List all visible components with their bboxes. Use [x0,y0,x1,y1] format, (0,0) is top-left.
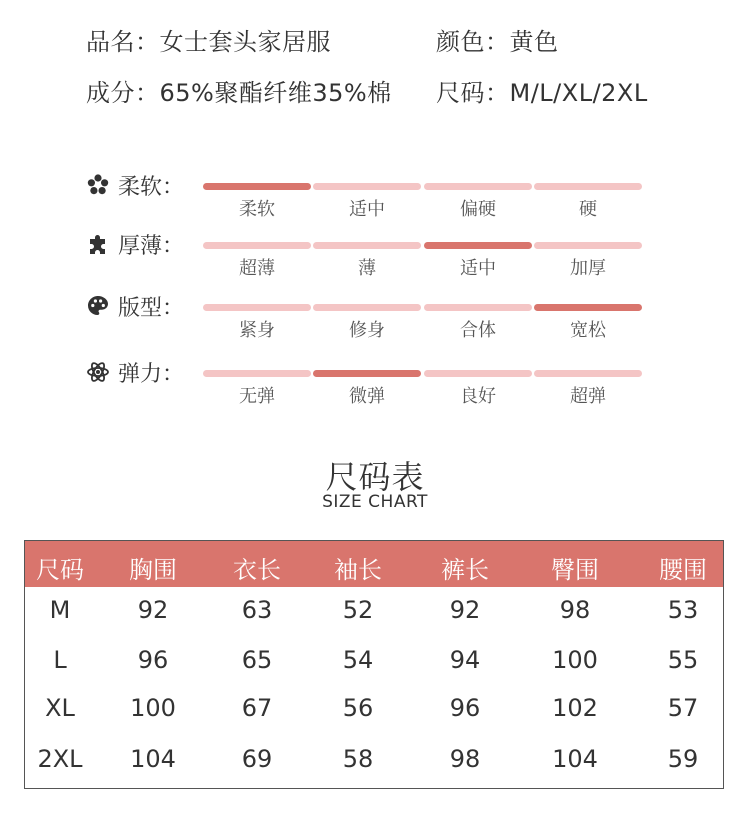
scale-bar [313,242,421,249]
attribute-option [534,370,642,408]
attribute-option [424,370,532,408]
measurement-cell: 55 [667,646,699,674]
measurement-cell: 58 [342,745,374,773]
measurement-cell: 67 [241,694,273,722]
attribute-row [86,232,656,280]
measurement-cell: 92 [449,596,481,624]
attribute-option-label: 合体 [460,320,496,341]
scale-bar [534,370,642,377]
scale-bar [203,304,311,311]
measurement-cell: 69 [241,745,273,773]
flower-icon [86,173,110,197]
product-color-value: 黄色 [509,28,559,56]
attribute-option [313,242,421,280]
measurement-cell: 98 [449,745,481,773]
product-color [436,22,559,57]
size-cell: M [49,596,71,624]
attribute-option-label: 超弹 [570,386,606,407]
attribute-option [203,370,311,408]
attribute-row [86,173,656,221]
attribute-option-label: 薄 [358,258,376,279]
palette-icon [86,294,110,318]
size-chart-title: 尺码表 [325,458,425,496]
measurement-cell: 100 [552,646,598,674]
measurement-cell: 104 [130,745,176,773]
attribute-row [86,360,656,408]
scale-bar [534,242,642,249]
scale-bar [424,183,532,190]
product-name-value: 女士套头家居服 [159,28,331,56]
attribute-option-label: 加厚 [570,258,606,279]
product-size [436,73,648,108]
measurement-cell: 100 [130,694,176,722]
attribute-label: 版型： [118,296,185,321]
scale-bar [203,370,311,377]
scale-bar [203,242,311,249]
column-header: 裤长 [441,556,489,584]
attribute-option [424,242,532,280]
attribute-option-label: 无弹 [239,386,275,407]
attribute-option [424,304,532,342]
attribute-label: 厚薄： [118,234,185,259]
size-cell: 2XL [37,745,83,773]
column-header: 胸围 [129,556,177,584]
scale-bar [424,370,532,377]
attribute-option-label: 适中 [349,199,385,220]
puzzle-icon [86,232,110,256]
measurement-cell: 94 [449,646,481,674]
product-name [86,22,331,57]
attribute-option-label: 硬 [579,199,597,220]
measurement-cell: 54 [342,646,374,674]
attribute-option-label: 适中 [460,258,496,279]
column-header: 腰围 [659,556,707,584]
attribute-option-label: 紧身 [239,320,275,341]
size-table [24,540,724,789]
measurement-cell: 52 [342,596,374,624]
attribute-option-label: 修身 [349,320,385,341]
measurement-cell: 104 [552,745,598,773]
scale-bar [424,304,532,311]
attribute-option [313,304,421,342]
measurement-cell: 59 [667,745,699,773]
size-chart-subtitle: SIZE CHART [322,492,428,512]
attribute-option-label: 偏硬 [460,199,496,220]
column-header: 袖长 [334,556,382,584]
attribute-option [313,183,421,221]
attribute-row [86,294,656,342]
measurement-cell: 98 [559,596,591,624]
attribute-option-label: 宽松 [570,320,606,341]
scale-bar-selected [203,183,311,190]
attribute-option-label: 超薄 [239,258,275,279]
attribute-option-label: 柔软 [239,199,275,220]
measurement-cell: 53 [667,596,699,624]
scale-bar [313,183,421,190]
measurement-cell: 102 [552,694,598,722]
product-material-value: 65%聚酯纤维35%棉 [159,79,392,107]
attribute-label: 柔软： [118,175,185,200]
product-color-label: 颜色： [436,28,510,56]
measurement-cell: 65 [241,646,273,674]
scale-bar [534,183,642,190]
column-header: 衣长 [233,556,281,584]
product-size-label: 尺码： [436,79,510,107]
scale-bar-selected [313,370,421,377]
attribute-option [534,183,642,221]
attribute-option [203,183,311,221]
size-cell: XL [45,694,75,722]
attribute-option [424,183,532,221]
measurement-cell: 96 [137,646,169,674]
scale-bar [313,304,421,311]
measurement-cell: 57 [667,694,699,722]
atom-icon [86,360,110,384]
product-size-value: M/L/XL/2XL [509,79,648,107]
measurement-cell: 56 [342,694,374,722]
attribute-option [534,242,642,280]
scale-bar-selected [424,242,532,249]
attribute-option [534,304,642,342]
column-header: 臀围 [551,556,599,584]
size-table-header [25,541,723,587]
measurement-cell: 63 [241,596,273,624]
attribute-label: 弹力： [118,362,185,387]
column-header: 尺码 [36,556,84,584]
attribute-option [313,370,421,408]
measurement-cell: 92 [137,596,169,624]
size-cell: L [53,646,67,674]
attribute-option [203,242,311,280]
product-material-label: 成分： [86,79,160,107]
attribute-option-label: 微弹 [349,386,385,407]
product-name-label: 品名： [86,28,160,56]
attribute-option-label: 良好 [460,386,496,407]
scale-bar-selected [534,304,642,311]
measurement-cell: 96 [449,694,481,722]
product-material [86,73,392,108]
attribute-option [203,304,311,342]
